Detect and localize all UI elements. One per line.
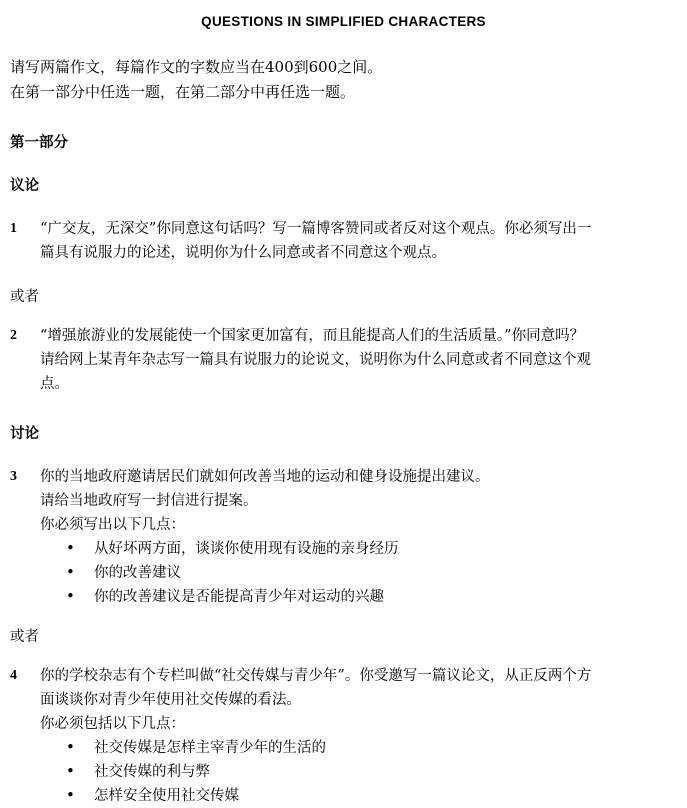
list-item: • 你的改善建议是否能提高青少年对运动的兴趣	[66, 585, 683, 609]
question-2	[0, 324, 687, 396]
question-4-body	[40, 664, 683, 808]
question-3-line-1: 你的当地政府邀请居民们就如何改善当地的运动和健身设施提出建议。	[40, 469, 490, 485]
question-3-line-3: 你必须写出以下几点：	[40, 517, 185, 533]
question-3-line-2: 请给当地政府写一封信进行提案。	[40, 493, 258, 509]
question-1-line-1: “广交友，无深交”你同意这句话吗？写一篇博客赞同或者反对这个观点。你必须写出一	[40, 221, 592, 237]
list-item: • 社交传媒的利与弊	[66, 760, 683, 784]
question-4	[0, 664, 687, 808]
instructions-block	[0, 29, 687, 105]
question-3	[0, 465, 687, 609]
list-item: • 从好坏两方面，谈谈你使用现有设施的亲身经历	[66, 537, 683, 561]
question-number-1: 1	[10, 221, 17, 236]
instruction-line-1: 请写两篇作文，每篇作文的字数应当在400到600之间。	[10, 58, 383, 76]
question-4-line-2: 面谈谈你对青少年使用社交传媒的看法。	[40, 692, 301, 708]
question-3-body	[40, 465, 683, 609]
list-item: • 社交传媒是怎样主宰青少年的生活的	[66, 736, 683, 760]
section-heading-discussion: 讨论	[10, 425, 39, 442]
or-label-1: 或者	[10, 289, 39, 305]
question-2-body	[40, 324, 683, 396]
question-1-body	[40, 217, 683, 265]
instruction-line-2: 在第一部分中任选一题，在第二部分中再任选一题。	[10, 83, 356, 101]
question-1	[0, 217, 687, 265]
list-item: • 怎样安全使用社交传媒	[66, 784, 683, 808]
part-one-heading: 第一部分	[10, 134, 68, 151]
question-4-bullets	[40, 736, 683, 808]
question-number-2: 2	[10, 328, 17, 343]
question-3-bullets	[40, 537, 683, 609]
question-1-line-2: 篇具有说服力的论述，说明你为什么同意或者不同意这个观点。	[40, 245, 446, 261]
question-number-4: 4	[10, 668, 17, 683]
question-4-line-3: 你必须包括以下几点：	[40, 716, 185, 732]
question-4-line-1: 你的学校杂志有个专栏叫做“社交传媒与青少年”。你受邀写一篇议论文，从正反两个方	[40, 668, 592, 684]
or-label-2: 或者	[10, 629, 39, 645]
question-2-line-3: 点。	[40, 376, 69, 392]
question-2-line-1: “增强旅游业的发展能使一个国家更加富有，而且能提高人们的生活质量。”你同意吗？	[40, 328, 585, 344]
question-2-line-2: 请给网上某青年杂志写一篇具有说服力的论说文，说明你为什么同意或者不同意这个观	[40, 352, 591, 368]
list-item: • 你的改善建议	[66, 561, 683, 585]
page-title: QUESTIONS IN SIMPLIFIED CHARACTERS	[201, 14, 486, 29]
question-number-3: 3	[10, 469, 17, 484]
section-heading-argument: 议论	[10, 177, 39, 194]
